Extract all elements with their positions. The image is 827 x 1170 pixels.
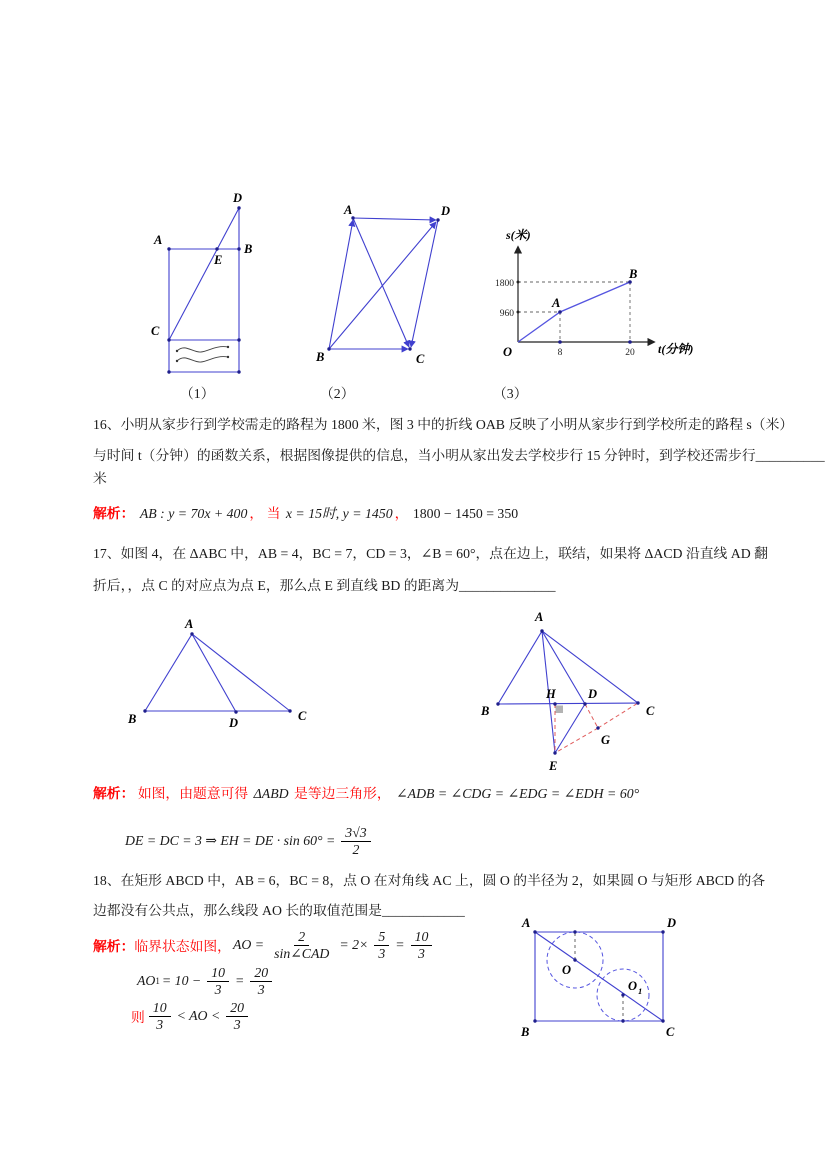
fig17L-points xyxy=(143,632,291,713)
figure-3-caption: （3） xyxy=(493,386,528,401)
solution18-label: 解析： xyxy=(93,939,135,954)
fraction-denominator: sin∠CAD xyxy=(274,945,330,961)
solution18-eq-eq: = xyxy=(395,937,405,952)
fraction xyxy=(149,1000,171,1031)
figure-2-vector-quadrilateral xyxy=(315,200,460,370)
fig2-vectors xyxy=(329,218,438,349)
fig3-tick-1800: 1800 xyxy=(495,279,514,289)
fig1-label-c: C xyxy=(151,324,160,338)
problem16-line1: 16、小明从家步行到学校需走的路程为 1800 米，图 3 中的折线 OAB 反映了小明从家步行到学校所走的路程 s（米） xyxy=(93,417,794,432)
fig17L-lines xyxy=(145,634,290,712)
fig18-label-c: C xyxy=(666,1025,675,1039)
fig3-label-b: B xyxy=(629,267,638,281)
problem16-line2: 与时间 t（分钟）的函数关系，根据图像提供的信息，当小明从家出发去学校步行 15 分钟时，到学校还需步行__________ xyxy=(93,448,825,463)
fig17R-points xyxy=(496,629,639,754)
fig3-guide-dashes xyxy=(518,282,630,342)
solution18-ineq: < AO < xyxy=(176,1008,221,1023)
fraction xyxy=(270,929,333,960)
solution16-dang: 当 xyxy=(266,506,281,521)
fig3-label-a: A xyxy=(552,296,561,310)
fraction-denominator: 3 xyxy=(156,1016,164,1032)
solution16-eq3: 1800 − 1450 = 350 xyxy=(412,506,519,521)
fraction xyxy=(226,1000,248,1031)
figure-2-caption: （2） xyxy=(320,386,355,401)
fig17R-label-h: H xyxy=(546,687,556,701)
solution16-comma2: ， xyxy=(394,506,409,521)
fig17L-label-a: A xyxy=(185,617,194,631)
fraction-numerator: 2 xyxy=(294,929,309,945)
fraction-denominator: 3 xyxy=(378,945,386,961)
solution16-comma1: ， xyxy=(249,506,264,521)
solution17-label: 解析： xyxy=(93,786,135,801)
fraction xyxy=(250,965,272,996)
fig1-label-d: D xyxy=(233,191,243,205)
fraction-denominator: 2 xyxy=(352,841,360,857)
fig17L-label-b: B xyxy=(128,712,137,726)
fig17L-label-d: D xyxy=(229,716,239,730)
fig1-label-a: A xyxy=(154,233,163,247)
fig17R-blue-lines xyxy=(498,631,638,753)
fig17R-label-e: E xyxy=(549,759,558,773)
fraction-denominator: 3 xyxy=(214,981,222,997)
fig17R-label-b: B xyxy=(481,704,490,718)
fraction xyxy=(374,929,389,960)
solution18-ao1-rest: = 10 − xyxy=(161,973,202,988)
fraction-numerator: 3√3 xyxy=(341,825,370,841)
fig3-xlabel: t(分钟) xyxy=(658,342,694,356)
fig3-label-o: O xyxy=(503,345,513,359)
figure-1-rectangle-fold xyxy=(140,183,270,383)
solution18-line3 xyxy=(131,993,252,1039)
fig17R-right-angle-marker xyxy=(556,706,564,714)
fig17R-label-g: G xyxy=(601,733,611,747)
fig2-label-b: B xyxy=(316,350,325,364)
figure-18-rectangle-circles xyxy=(503,903,703,1048)
solution17-angles: ∠ADB = ∠CDG = ∠EDG = ∠EDH = 60° xyxy=(396,786,640,801)
figure-1-caption: （1） xyxy=(180,386,215,401)
fig18-label-d: D xyxy=(667,916,677,930)
figure-4-triangle-abc xyxy=(125,612,325,737)
solution17-formula xyxy=(123,818,375,864)
solution18-ao1-sub: 1 xyxy=(155,976,160,986)
solution16-eq1: AB : y = 70x + 400 xyxy=(139,506,248,521)
fig3-tick-960: 960 xyxy=(499,309,514,319)
fig17R-label-d: D xyxy=(588,687,598,701)
fig2-label-c: C xyxy=(416,352,425,366)
fraction-denominator: 3 xyxy=(233,1016,241,1032)
fraction-numerator: 20 xyxy=(226,1000,248,1016)
fig3-points xyxy=(558,280,632,344)
fig3-tick-8: 8 xyxy=(557,348,563,358)
fraction-numerator: 10 xyxy=(149,1000,171,1016)
fig18-rectangle xyxy=(535,932,663,1021)
solution16-label: 解析： xyxy=(93,506,135,521)
fraction-numerator: 10 xyxy=(207,965,229,981)
fig3-ylabel: s(米) xyxy=(506,228,531,242)
solution18-eq-mid: = 2× xyxy=(339,937,369,952)
fig17R-label-a: A xyxy=(535,610,544,624)
problem16-line3: 米 xyxy=(93,471,107,486)
solution17-formula-lead: DE = DC = 3 ⇒ EH = DE · sin 60° = xyxy=(125,833,336,848)
fraction xyxy=(411,929,433,960)
fig18-label-o1: O xyxy=(628,979,638,993)
fraction-numerator: 10 xyxy=(411,929,433,945)
solution16-line xyxy=(93,505,519,522)
solution17-red2: 是等边三角形， xyxy=(294,786,391,801)
fraction xyxy=(341,825,370,856)
solution18-red1: 临界状态如图， xyxy=(134,939,231,954)
fraction-numerator: 20 xyxy=(250,965,272,981)
fig18-label-o: O xyxy=(562,963,572,977)
fig2-label-a: A xyxy=(344,203,353,217)
solution18-ao1-main: AO xyxy=(137,973,156,988)
solution17-red1: 如图，由题意可得 xyxy=(137,786,249,801)
fig1-break-squiggles xyxy=(177,347,228,362)
figure-17-fold-construction xyxy=(465,605,680,785)
problem17-line2: 折后，，点 C 的对应点为点 E，那么点 E 到直线 BD 的距离为______________ xyxy=(93,578,556,593)
fig17L-label-c: C xyxy=(298,709,307,723)
solution18-eq-ao: AO = xyxy=(232,937,265,952)
solution18-l2-eq: = xyxy=(235,973,245,988)
fig3-tick-20: 20 xyxy=(625,348,635,358)
fraction-denominator: 3 xyxy=(257,981,265,997)
fig2-label-d: D xyxy=(441,204,451,218)
problem17-line1: 17、如图 4，在 ΔABC 中，AB = 4，BC = 7，CD = 3，∠B = 60°，点在边上，联结，如果将 ΔACD 沿直线 AD 翻 xyxy=(93,546,768,561)
fig18-label-b: B xyxy=(521,1025,530,1039)
problem18-line2: 边都没有公共点，那么线段 AO 长的取值范围是____________ xyxy=(93,903,465,918)
solution17-line1 xyxy=(93,785,641,802)
fig18-label-a: A xyxy=(522,916,531,930)
solution18-ze: 则 xyxy=(131,1010,145,1025)
figure-3-distance-time-graph xyxy=(488,213,718,371)
fig17R-label-c: C xyxy=(646,704,655,718)
fig1-label-e: E xyxy=(214,253,223,267)
fraction-denominator: 3 xyxy=(418,945,425,961)
fig18-label-o1-sub: 1 xyxy=(638,986,643,996)
solution16-eq2: x = 15时, y = 1450 xyxy=(285,506,393,521)
fraction xyxy=(207,965,229,996)
solution17-tri: ΔABD xyxy=(253,786,289,801)
fig1-label-b: B xyxy=(244,242,253,256)
fig1-points xyxy=(167,206,240,373)
fraction-numerator: 5 xyxy=(374,929,389,945)
fig3-polyline-oab xyxy=(518,282,630,342)
problem18-line1: 18、在矩形 ABCD 中，AB = 6，BC = 8，点 O 在对角线 AC 上，圆 O 的半径为 2，如果圆 O 与矩形 ABCD 的各 xyxy=(93,873,766,888)
